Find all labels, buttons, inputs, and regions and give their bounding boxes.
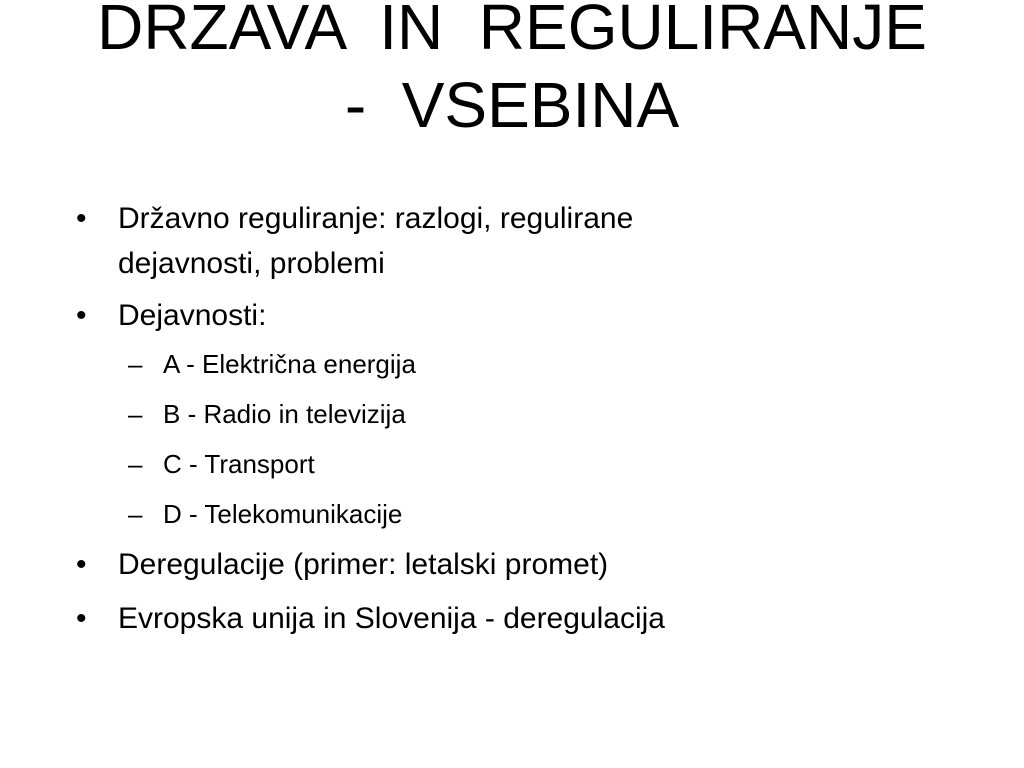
bullet-marker: •	[76, 299, 87, 332]
sub-marker: –	[128, 399, 143, 429]
sub-item	[128, 496, 728, 532]
sub-text: D - Telekomunikacije	[163, 499, 403, 529]
sub-marker: –	[128, 349, 143, 379]
sub-item	[128, 396, 728, 432]
bullet-item	[76, 542, 776, 587]
sub-marker: –	[128, 499, 143, 529]
bullet-marker: •	[76, 548, 87, 581]
bullet-text: Evropska unija in Slovenija - deregulacija	[118, 602, 665, 635]
bullet-text: Dejavnosti:	[118, 299, 267, 332]
bullet-item	[76, 293, 776, 338]
bullet-item	[76, 196, 776, 286]
bullet-marker: •	[76, 602, 87, 635]
bullet-text: Državno reguliranje: razlogi, regulirane dejavnosti, problemi	[118, 202, 634, 280]
sub-marker: –	[128, 449, 143, 479]
bullet-text: Deregulacije (primer: letalski promet)	[118, 548, 609, 581]
bullet-item	[76, 596, 776, 641]
bullet-marker: •	[76, 202, 87, 235]
sub-item	[128, 346, 728, 382]
title-line-1: DRZAVA IN REGULIRANJE	[97, 0, 927, 63]
sub-text: C - Transport	[163, 449, 315, 479]
title-line-2: - VSEBINA	[344, 69, 680, 141]
sub-item	[128, 446, 728, 482]
sub-text: B - Radio in televizija	[163, 399, 406, 429]
sub-text: A - Električna energija	[163, 349, 416, 379]
